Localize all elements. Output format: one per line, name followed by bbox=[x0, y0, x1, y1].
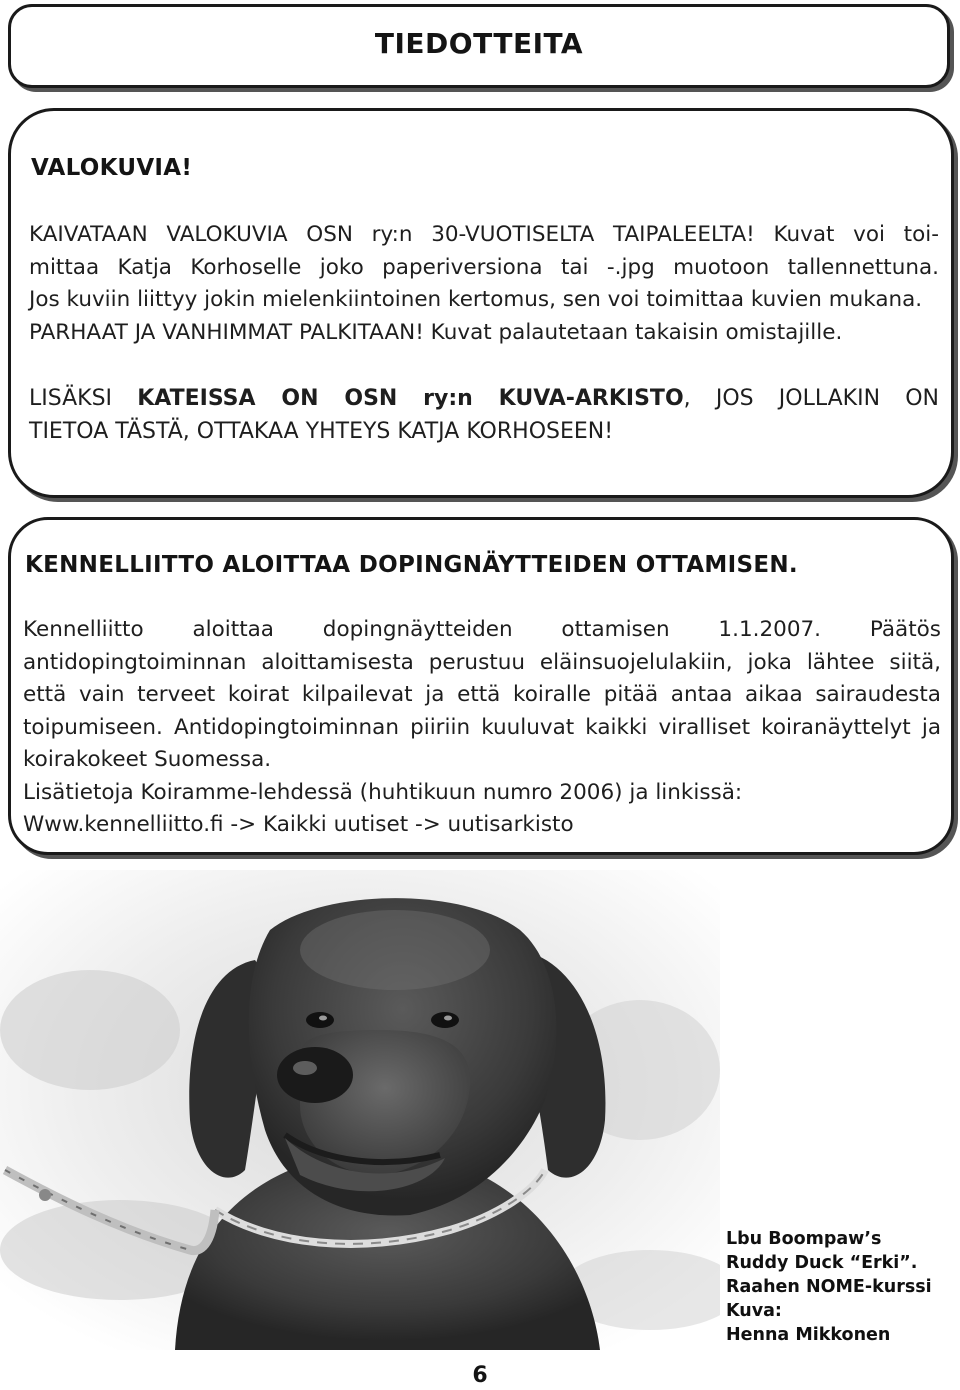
archive-prefix: LISÄKSI bbox=[29, 386, 138, 411]
kennel-line: antidopingtoiminnan aloittamisesta perustuu eläinsuojelulakiin, joka lähtee siitä, bbox=[23, 649, 941, 675]
archive-suffix: , JOS JOLLAKIN ON bbox=[683, 386, 939, 411]
dog-photo bbox=[0, 870, 720, 1350]
page-number: 6 bbox=[472, 1363, 488, 1388]
kennel-heading: KENNELLIITTO ALOITTAA DOPINGNÄYTTEIDEN OTTAMISEN. bbox=[25, 552, 798, 578]
page-title: TIEDOTTEITA bbox=[374, 27, 584, 60]
kennel-line: Lisätietoja Koiramme-lehdessä (huhtikuun numro 2006) ja linkissä: bbox=[23, 779, 743, 805]
caption-line: Raahen NOME-kurssi bbox=[726, 1277, 932, 1297]
photos-line: Jos kuviin liittyy jokin mielenkiintoinen kertomus, sen voi toimittaa kuvien mukana. bbox=[29, 287, 923, 312]
photos-heading: VALOKUVIA! bbox=[31, 155, 193, 181]
archive-line bbox=[29, 383, 939, 416]
photos-paragraph bbox=[29, 219, 939, 349]
kennel-paragraph bbox=[23, 614, 941, 842]
header-box bbox=[8, 4, 950, 88]
photo-caption bbox=[726, 1227, 932, 1347]
kennel-notice-box bbox=[8, 517, 954, 855]
photos-line: mittaa Katja Korhoselle joko paperiversiona tai -.jpg muotoon tallennettuna. bbox=[29, 254, 939, 280]
archive-missing-text: KATEISSA ON OSN ry:n KUVA-ARKISTO bbox=[137, 386, 684, 411]
archive-paragraph bbox=[29, 383, 939, 448]
photos-line: PARHAAT JA VANHIMMAT PALKITAAN! Kuvat palautetaan takaisin omistajille. bbox=[29, 319, 843, 345]
caption-line: Lbu Boompaw’s bbox=[726, 1229, 882, 1249]
kennel-line: Kennelliitto aloittaa dopingnäytteiden ottamisen 1.1.2007. Päätös bbox=[23, 617, 941, 642]
caption-line: Kuva: bbox=[726, 1301, 782, 1321]
kennel-line: koirakokeet Suomessa. bbox=[23, 747, 272, 772]
kennel-line: toipumiseen. Antidopingtoiminnan piiriin kuuluvat kaikki viralliset koiranäyttelyt ja bbox=[23, 714, 941, 740]
kennel-line: Www.kennelliitto.fi -> Kaikki uutiset -> uutisarkisto bbox=[23, 812, 574, 837]
photos-notice-box bbox=[8, 108, 954, 498]
kennel-line: että vain terveet koirat kilpailevat ja että koiralle pitää antaa aikaa sairaudesta bbox=[23, 682, 941, 707]
archive-line: TIETOA TÄSTÄ, OTTAKAA YHTEYS KATJA KORHOSEEN! bbox=[29, 418, 614, 444]
caption-line: Ruddy Duck “Erki”. bbox=[726, 1253, 918, 1273]
photos-line: KAIVATAAN VALOKUVIA OSN ry:n 30-VUOTISELTA TAIPALEELTA! Kuvat voi toi- bbox=[29, 222, 939, 247]
caption-line: Henna Mikkonen bbox=[726, 1325, 891, 1345]
